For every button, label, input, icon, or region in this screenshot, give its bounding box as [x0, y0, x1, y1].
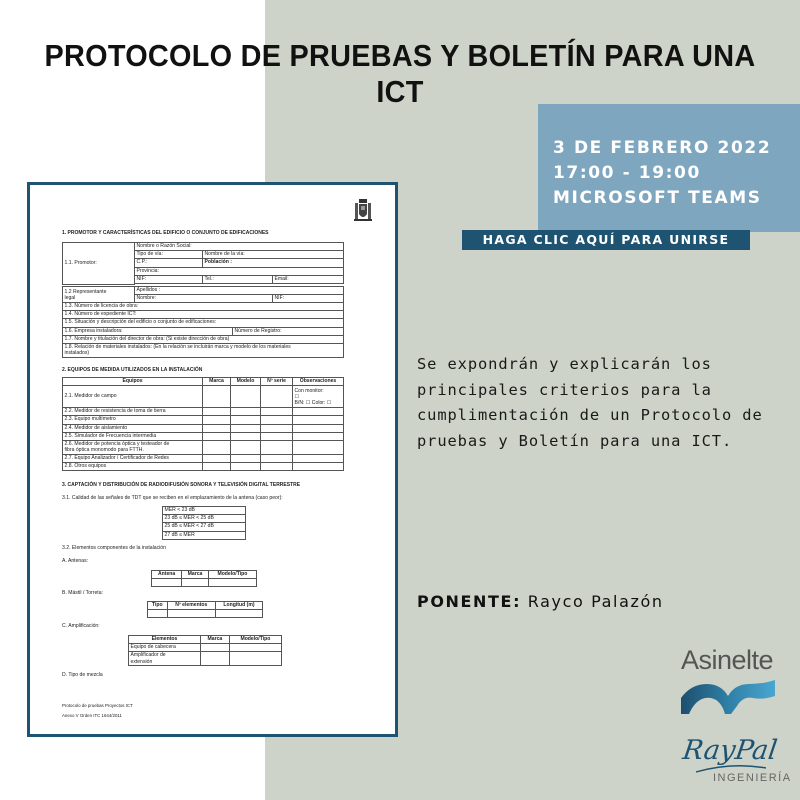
section3-title: 3. CAPTACIÓN Y DISTRIBUCIÓN DE RADIODIFUSIÓN SONORA Y TELEVISIÓN DIGITAL TERRESTRE — [62, 482, 301, 488]
amp-row: Equipo de cabecera — [129, 644, 201, 652]
event-time: 17:00 - 19:00 — [553, 163, 701, 183]
antenas-label: A. Antenas: — [62, 558, 89, 564]
eq-header-equipos: Equipos — [63, 378, 203, 386]
mer-row: 27 dB ≤ MER — [163, 531, 246, 539]
nif-cell: NIF: — [135, 275, 203, 283]
rep-label-a: 1.2 Representante — [64, 288, 107, 295]
amp-header: Elementos — [129, 636, 201, 644]
obra-table — [62, 302, 344, 358]
nombre-via-cell: Nombre de la vía: — [203, 251, 344, 259]
ant-header: Marca — [182, 571, 209, 579]
join-button[interactable]: HAGA CLIC AQUÍ PARA UNIRSE — [462, 230, 750, 250]
obs-color: B/N: ☐ Color: ☐ — [294, 399, 332, 406]
mer-table — [162, 506, 246, 540]
eq-row: 2.2. Medidor de resistencia de toma de tierra — [63, 408, 203, 416]
expediente-row: 1.4. Número de expediente ICT: — [63, 311, 344, 319]
tel-cell: Tel.: — [203, 275, 273, 283]
email-cell: Email: — [273, 275, 344, 283]
page-title: PROTOCOLO DE PRUEBAS Y BOLETÍN PARA UNA ICT — [44, 38, 756, 109]
registro-cell: Número de Registro: — [233, 327, 344, 335]
doc-footer-2: Anexo V Orden ITC 1644/2011 — [62, 713, 122, 718]
obs-monitor: Con monitor: — [294, 387, 324, 394]
ant-header: Antena — [152, 571, 182, 579]
elements-text: 3.2. Elementos componentes de la instalación — [62, 545, 166, 551]
promotor-table — [62, 242, 344, 285]
mastil-label: B. Mástil / Torreta: — [62, 590, 103, 596]
amp-row: Amplificador de — [130, 652, 166, 659]
licencia-row: 1.3. Número de licencia de obra: — [63, 303, 344, 311]
nombre-cell: Nombre: — [135, 295, 273, 303]
tdt-quality-text: 3.1. Calidad de las señales de TDT que se reciben en el emplazamiento de la antena (caso peor): — [62, 495, 283, 501]
materiales-row-b: instalados) — [64, 350, 90, 357]
provincia-cell: Provincia: — [135, 267, 344, 275]
mer-row: MER < 23 dB — [163, 507, 246, 515]
mer-row: 25 dB ≤ MER < 27 dB — [163, 523, 246, 531]
eq-row: 2.4. Medidor de aislamiento — [63, 424, 203, 432]
promotor-label: 1.1. Promotor: — [63, 243, 135, 285]
mastil-table — [147, 601, 263, 618]
apellidos-cell: Apellidos : — [135, 287, 344, 295]
document-preview — [27, 182, 398, 737]
antenas-table — [151, 570, 257, 587]
section2-title: 2. EQUIPOS DE MEDIDA UTILIZADOS EN LA INSTALACIÓN — [62, 367, 203, 373]
director-row: 1.7. Nombre y titulación del director de obra: (Si existe dirección de obra) — [63, 335, 344, 343]
tipo-via-cell: Tipo de vía: — [135, 251, 203, 259]
raypal-subtitle: INGENIERÍA — [713, 772, 792, 784]
mer-row: 23 dB ≤ MER < 25 dB — [163, 515, 246, 523]
eq-row: 2.7. Equipo Analizador / Certificador de Redes — [63, 454, 203, 462]
equipos-table — [62, 377, 344, 471]
razon-social-cell: Nombre o Razón Social: — [135, 243, 344, 251]
event-platform: MICROSOFT TEAMS — [553, 188, 762, 208]
rep-label-b: legal — [64, 294, 76, 301]
amp-row-cont: extensión — [130, 658, 153, 665]
mast-header: Tipo — [148, 602, 168, 610]
eq-header-marca: Marca — [203, 378, 231, 386]
representante-table — [62, 286, 344, 303]
nif2-cell: NIF: — [273, 295, 344, 303]
mezcla-label: D. Tipo de mezcla — [62, 672, 103, 678]
eq-row: 2.6. Medidor de potencia óptica y testeador de — [64, 441, 170, 448]
eq-row: 2.1. Medidor de campo — [63, 386, 203, 408]
doc-footer-1: Protocolo de pruebas Proyectos ICT — [62, 703, 133, 708]
situacion-row: 1.5. Situación y descripción del edificio o conjunto de edificaciones: — [63, 319, 344, 327]
poblacion-cell: Población : — [203, 259, 344, 267]
amplificacion-table — [128, 635, 282, 666]
eq-header-obs: Observaciones — [293, 378, 344, 386]
ant-header: Modelo/Tipo — [208, 571, 256, 579]
speaker-line — [417, 592, 664, 611]
amp-header: Marca — [201, 636, 230, 644]
mast-header: Longitud (m) — [215, 602, 262, 610]
empresa-row: 1.6. Empresa instaladora: — [63, 327, 233, 335]
event-date: 3 DE FEBRERO 2022 — [553, 138, 772, 158]
asinelte-logo-text: Asinelte — [681, 645, 774, 675]
event-description: Se expondrán y explicarán los principales criterios para la cumplimentación de un Protocolo de pruebas y Boletín para una ICT. — [417, 355, 763, 450]
eq-row: 2.8. Otros equipos — [63, 463, 203, 471]
coat-of-arms-icon — [353, 198, 373, 222]
obs-checkbox: ☐ — [294, 393, 300, 400]
eq-header-serie: Nº serie — [261, 378, 293, 386]
section1-title: 1. PROMOTOR Y CARACTERÍSTICAS DEL EDIFICIO O CONJUNTO DE EDIFICACIONES — [62, 230, 269, 236]
eq-row: 2.5. Simulador de Frecuencia intermedia — [63, 432, 203, 440]
speaker-name: Rayco Palazón — [521, 592, 664, 611]
eq-row-cont: fibra óptica monomodo para FTTH. — [64, 447, 144, 454]
mast-header: Nº elementos — [167, 602, 215, 610]
eq-header-modelo: Modelo — [231, 378, 261, 386]
raypal-logo-text: RayPal — [680, 735, 780, 766]
materiales-row-a: 1.8. Relación de materiales instalados: (En la relación se incluirán marca y modelo de los materiales — [64, 344, 291, 351]
eq-row: 2.3. Equipo multímetro — [63, 416, 203, 424]
asinelte-logo-icon — [681, 676, 775, 714]
amplificacion-label: C. Amplificación: — [62, 623, 100, 629]
cp-cell: C.P.: — [135, 259, 203, 267]
speaker-label: PONENTE: — [417, 592, 522, 611]
amp-header: Modelo/Tipo — [229, 636, 281, 644]
